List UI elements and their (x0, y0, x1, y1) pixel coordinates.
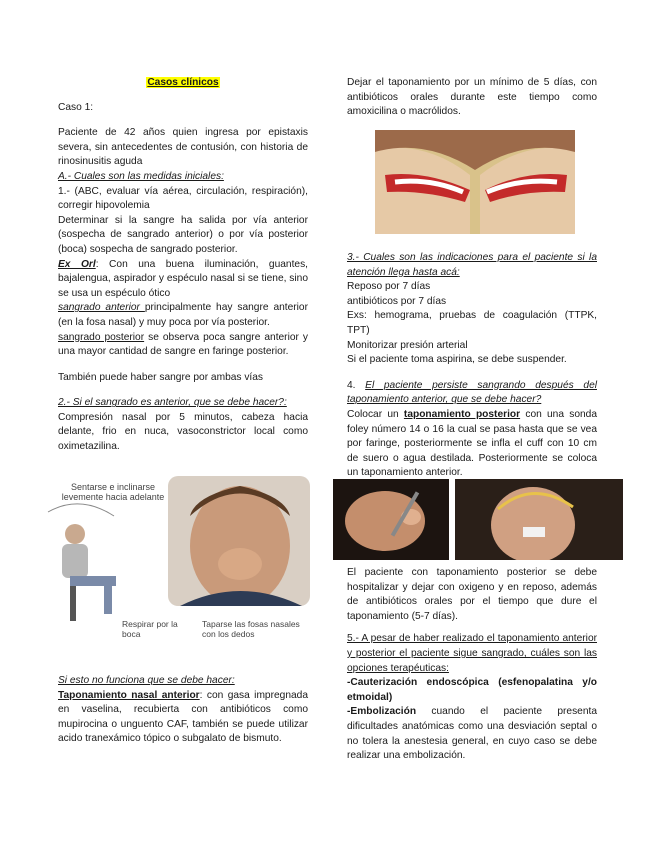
seated-figure-head (65, 524, 85, 544)
question-1-paragraph-1: 1.- (ABC, evaluar vía aérea, circulación, respiración), corregir hipovolemia (58, 185, 308, 212)
question-1-title: A.- Cuales son las medidas iniciales: (58, 170, 224, 182)
anterior-bleeding-paragraph: sangrado anterior principalmente hay sangre anterior (en la fosa nasal) y muy poca por vía posterior. (58, 302, 308, 328)
question-3-indications-title: 3.- Cuales son las indicaciones para el paciente si la atención llega hasta acá: (347, 252, 597, 278)
first-aid-figure (40, 476, 310, 646)
hand-on-nose (218, 548, 262, 580)
posterior-packing-label: taponamiento posterior (403, 408, 521, 420)
seated-figure-body (62, 544, 88, 578)
nasal-cross-section-illustration (375, 130, 575, 234)
case-text: Paciente de 42 años quien ingresa por epistaxis severa, sin antecedentes de contusión, con historia de rinosinusitis aguda (58, 127, 308, 168)
indication-blood-pressure: Monitorizar presión arterial (347, 339, 468, 351)
question-3-title: Si esto no funciona que se debe hacer: (58, 675, 235, 686)
option-embolization: -Embolización cuando el paciente presenta dificultades anatómicas como una desviación septal o no tolera la anestesia general, en cuyo caso se debe realizar una embolización. (347, 706, 597, 762)
right-column (347, 76, 597, 120)
packing-duration-text: Dejar el taponamiento por un mínimo de 5 días, con antibióticos orales durante este tiempo como amoxicilina o macrólidos. (347, 77, 597, 118)
caption-breathe-mouth: Respirar por la boca (122, 619, 178, 639)
question-1-paragraph-2: Determinar si la sangre ha salida por vía anterior (sospecha de sangrado anterior) o por vía posterior (boca) sospecha de sangrado posterior. (58, 214, 308, 255)
indication-aspirin: Si el paciente toma aspirina, se debe suspender. (347, 354, 567, 366)
nasal-packing-figure (375, 130, 575, 234)
anterior-bleeding-label: sangrado anterior (58, 302, 145, 314)
caption-lean-forward: Sentarse e inclinarse levemente hacia adelante (61, 482, 165, 502)
question-4-title: 4. El paciente persiste sangrando después del taponamiento anterior, que se debe hacer? (347, 379, 597, 406)
case-label: Caso 1: (58, 101, 94, 113)
anterior-packing-label: Taponamiento nasal anterior (58, 689, 200, 701)
question-5-title: 5.- A pesar de haber realizado el taponamiento anterior y posterior el paciente sigue sangrado, cuáles son las opciones terapéuticas: (347, 633, 597, 674)
posterior-bleeding-paragraph: sangrado posterior se observa poca sangre anterior y una mayor cantidad de sangre en faringe posterior. (58, 331, 308, 358)
right-column-bottom (347, 566, 597, 764)
posterior-packing-photos (333, 479, 623, 560)
posterior-packing-paragraph: Colocar un taponamiento posterior con una sonda foley número 14 o 16 la cual se pasa hasta que se vea por faringe, posteriormente se infla el cuff con 10 cm de suero o agua destilada. Posteriormente se coloca un taponamiento anterior. (347, 408, 597, 479)
embolization-label: -Embolización (347, 706, 417, 718)
indication-antibiotics: antibióticos por 7 días (347, 295, 447, 307)
left-column-bottom (58, 674, 308, 747)
ex-orl-paragraph: Ex Orl: Con una buena iluminación, guantes, bajalengua, aspirador y espéculo nasal si se tiene, sino se usa un espéculo ótico (58, 258, 309, 299)
page-title: Casos clínicos (147, 77, 219, 88)
option-cauterization: -Cauterización endoscópica (esfenopalatina y/o etmoidal) (347, 677, 597, 703)
caption-pinch-nose: Taparse las fosas nasales con los dedos (202, 619, 300, 639)
hospitalization-text: El paciente con taponamiento posterior se debe hospitalizar y dejar con oxigeno y en reposo, además de antibióticos orales por el tiempo que dure el taponamiento (5-7 días). (347, 567, 597, 622)
indication-rest: Reposo por 7 días (347, 281, 431, 293)
right-column-middle (347, 251, 597, 481)
indication-exams: Exs: hemograma, pruebas de coagulación (TTPK, TPT) (347, 310, 597, 336)
left-column (58, 76, 308, 455)
posterior-bleeding-label: sangrado posterior (58, 331, 145, 343)
both-routes-text: También puede haber sangre por ambas vías (58, 371, 264, 383)
anterior-packing-paragraph: Taponamiento nasal anterior: con gasa impregnada en vaselina, recubierta con antibióticos como mupirocina o unguento CAF, también se puede utilizar acido tranexámico tópico o subgalato de bismuto. (58, 689, 308, 745)
question-2-title: 2.- Si el sangrado es anterior, que se debe hacer?: (58, 397, 287, 409)
question-2-text: Compresión nasal por 5 minutos, cabeza hacia delante, frio en nuca, vasoconstrictor local como oximetazilina. (58, 411, 308, 453)
ex-orl-label: Ex Orl (58, 258, 96, 270)
packing-procedure-photos (333, 479, 623, 560)
